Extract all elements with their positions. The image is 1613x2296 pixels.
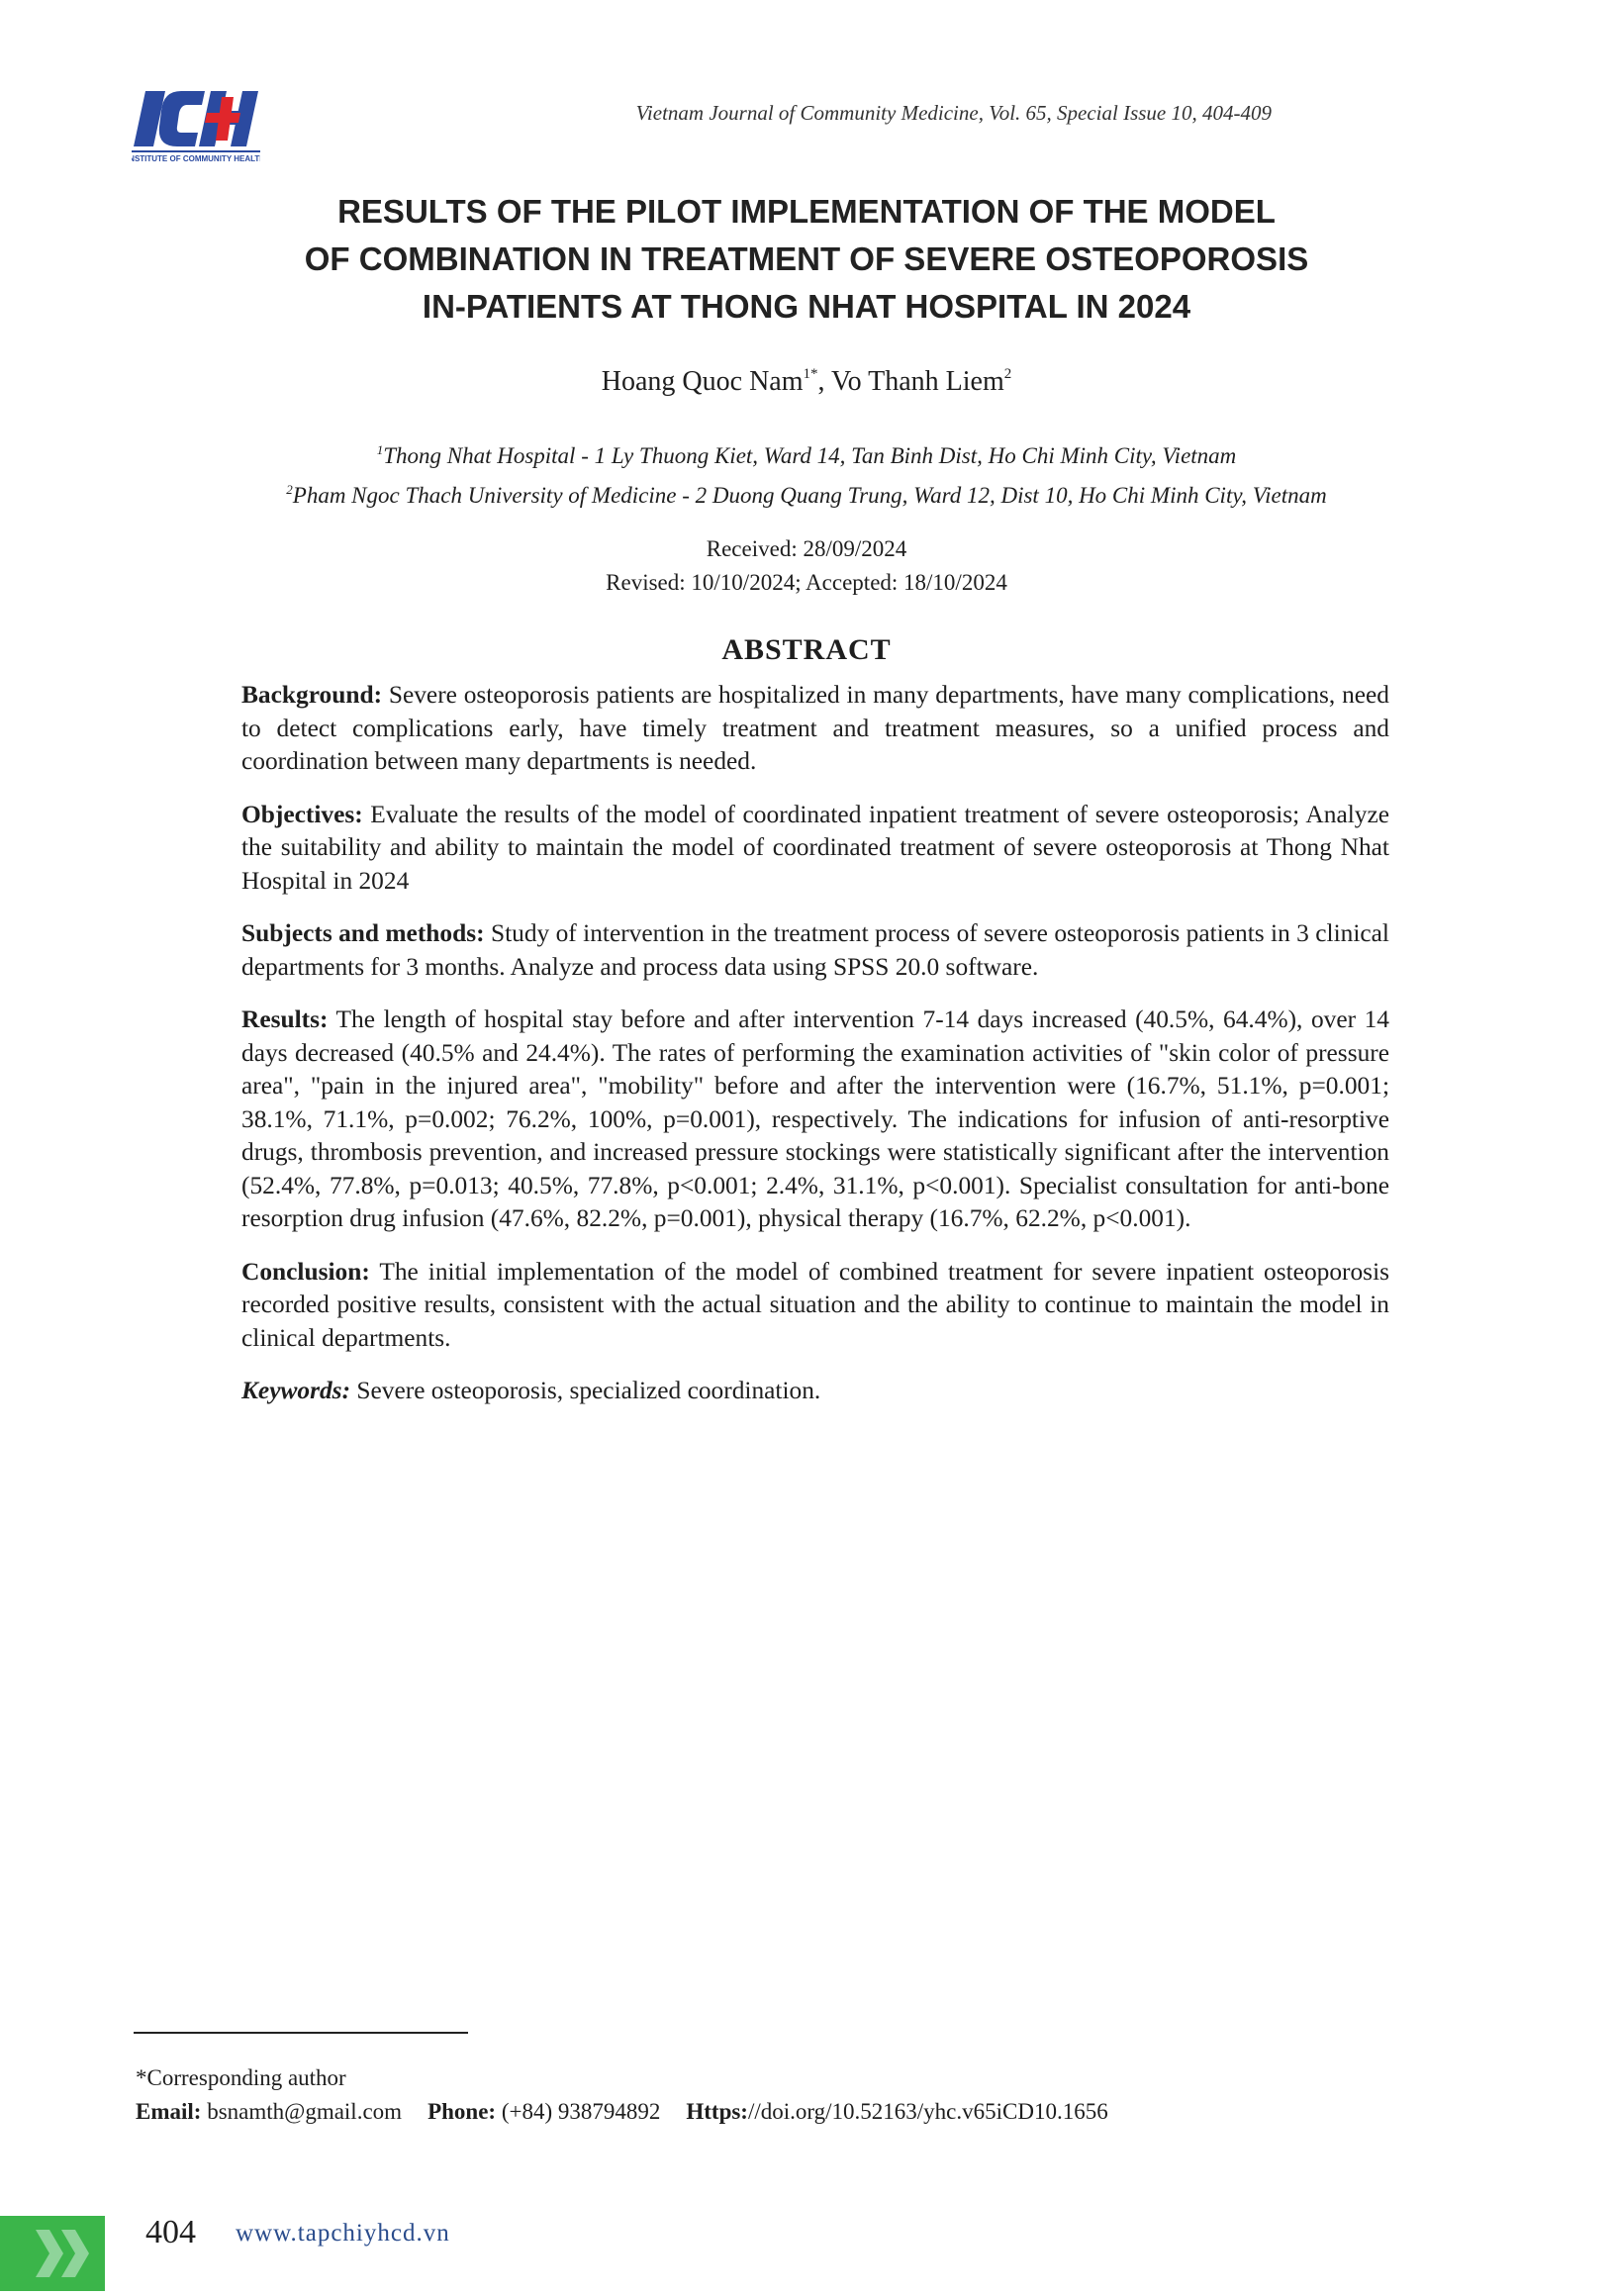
doi-link[interactable]: //doi.org/10.52163/yhc.v65iCD10.1656 xyxy=(747,2099,1108,2124)
section-text: Severe osteoporosis patients are hospitalized in many departments, have many complications, need to detect complications early, have timely treatment and treatment measures, so a unified process and coordination between many departments is needed. xyxy=(241,681,1389,775)
footnote-divider xyxy=(134,2032,468,2034)
section-text: Study of intervention in the treatment process of severe osteoporosis patients in 3 clinical departments for 3 months. Analyze and process data using SPSS 20.0 software. xyxy=(241,919,1389,981)
section-text: Evaluate the results of the model of coordinated inpatient treatment of severe osteoporosis; Analyze the suitability and ability to maintain the model of coordinated treatment of severe osteoporosis at Thong Nhat Hospital in 2024 xyxy=(241,800,1389,895)
affiliations xyxy=(0,433,1613,513)
section-label: Keywords: xyxy=(241,1377,351,1404)
section-text: The initial implementation of the model of combined treatment for severe inpatient osteoporosis recorded positive results, consistent with the actual situation and the ability to continue to maintain the model in clinical departments. xyxy=(241,1257,1389,1352)
corresponding-author-note: *Corresponding author xyxy=(136,2065,346,2090)
abstract-conclusion xyxy=(241,1256,1389,1356)
abstract-keywords xyxy=(241,1375,1389,1408)
affiliation xyxy=(0,433,1613,473)
title-line: IN-PATIENTS AT THONG NHAT HOSPITAL IN 2024 xyxy=(422,288,1191,325)
affiliation-text: Thong Nhat Hospital - 1 Ly Thuong Kiet, Ward 14, Tan Binh Dist, Ho Chi Minh City, Vietnam xyxy=(383,443,1237,468)
affiliation-text: Pham Ngoc Thach University of Medicine - 2 Duong Quang Trung, Ward 12, Dist 10, Ho Chi Minh City, Vietnam xyxy=(292,483,1327,508)
journal-website-link[interactable]: www.tapchiyhcd.vn xyxy=(236,2220,450,2247)
phone-value: (+84) 938794892 xyxy=(496,2099,661,2124)
author-name: Vo Thanh Liem xyxy=(831,366,1004,397)
logo-text: INSTITUTE OF COMMUNITY HEALTH xyxy=(132,154,260,163)
abstract-methods xyxy=(241,917,1389,984)
abstract-heading: ABSTRACT xyxy=(721,633,892,666)
submission-dates xyxy=(0,532,1613,600)
journal-logo xyxy=(132,87,260,164)
abstract-body xyxy=(241,679,1389,1428)
section-text: Severe osteoporosis, specialized coordination. xyxy=(350,1377,821,1404)
section-label: Subjects and methods: xyxy=(241,919,485,947)
affiliation xyxy=(0,473,1613,513)
affiliation-mark: 1 xyxy=(376,442,384,457)
title-line: OF COMBINATION IN TREATMENT OF SEVERE OSTEOPOROSIS xyxy=(304,240,1309,277)
doi-label: Https: xyxy=(686,2099,748,2124)
journal-header: Vietnam Journal of Community Medicine, Vol. 65, Special Issue 10, 404-409 xyxy=(635,101,1272,125)
title-line: RESULTS OF THE PILOT IMPLEMENTATION OF THE MODEL xyxy=(337,193,1276,230)
email-label: Email: xyxy=(136,2099,202,2124)
email-value: bsnamth@gmail.com xyxy=(201,2099,403,2124)
section-label: Results: xyxy=(241,1005,329,1033)
revised-accepted-date: Revised: 10/10/2024; Accepted: 18/10/2024 xyxy=(606,570,1007,595)
page-number: 404 xyxy=(145,2214,196,2250)
received-date: Received: 28/09/2024 xyxy=(706,536,907,561)
abstract-background xyxy=(241,679,1389,779)
section-label: Conclusion: xyxy=(241,1257,370,1286)
chevron-right-icon xyxy=(0,2216,105,2291)
section-label: Background: xyxy=(241,681,383,709)
page-tab xyxy=(0,2216,105,2291)
author-affiliation-mark: 2 xyxy=(1003,366,1012,382)
abstract-results xyxy=(241,1004,1389,1236)
contact-info xyxy=(136,2099,1108,2125)
author-name: Hoang Quoc Nam xyxy=(601,366,804,397)
author-affiliation-mark: 1* xyxy=(803,366,818,382)
section-label: Objectives: xyxy=(241,800,363,828)
author-list: Hoang Quoc Nam$^{1*}$, Vo Thanh Liem$^2$ xyxy=(601,366,1012,397)
paper-title xyxy=(99,188,1514,331)
abstract-objectives xyxy=(241,799,1389,899)
section-text: The length of hospital stay before and after intervention 7-14 days increased (40.5%, 64.4%), over 14 days decreased (40.5% and 24.4%). The rates of performing the examination activities of "skin color of pressure area", "pain in the injured area", "mobility" before and after the intervention were (16.7%, 51.1%, p=0.001; 38.1%, 71.1%, p=0.002; 76.2%, 100%, p=0.001), respectively. The indications for infusion of anti-resorptive drugs, thrombosis prevention, and increased pressure stockings were statistically significant after the intervention (52.4%, 77.8%, p=0.013; 40.5%, 77.8%, p<0.001; 2.4%, 31.1%, p<0.001). Specialist consultation for anti-bone resorption drug infusion (47.6%, 82.2%, p=0.001), physical therapy (16.7%, 62.2%, p<0.001). xyxy=(241,1005,1389,1232)
affiliation-mark: 2 xyxy=(286,482,293,497)
phone-label: Phone: xyxy=(427,2099,497,2124)
